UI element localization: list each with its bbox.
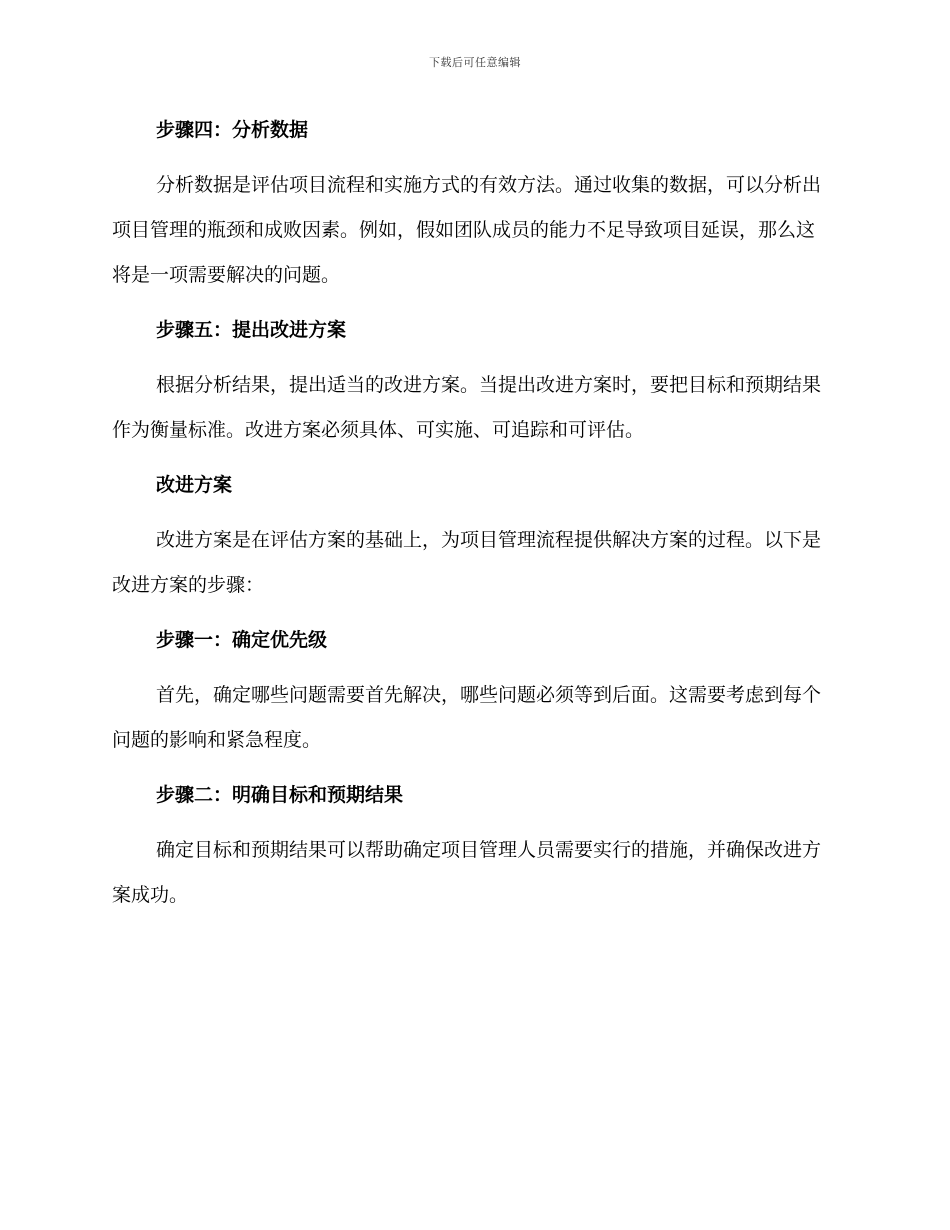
section-heading-improvement-plan: 改进方案 [156,474,233,496]
section-heading-step-five: 步骤五：提出改进方案 [156,319,347,341]
section-heading-step-four: 步骤四：分析数据 [156,119,309,141]
section-heading-step-two: 步骤二：明确目标和预期结果 [156,784,404,806]
section-heading-step-one: 步骤一：确定优先级 [156,629,328,651]
section-paragraph-step-one: 首先，确定哪些问题需要首先解决，哪些问题必须等到后面。这需要考虑到每个问题的影响和紧急程度。 [112,684,822,751]
header-note: 下载后可任意编辑 [429,56,521,69]
section-paragraph-step-two: 确定目标和预期结果可以帮助确定项目管理人员需要实行的措施，并确保改进方案成功。 [112,839,822,906]
section-paragraph-step-four: 分析数据是评估项目流程和实施方式的有效方法。通过收集的数据，可以分析出项目管理的瓶颈和成败因素。例如，假如团队成员的能力不足导致项目延误，那么这将是一项需要解决的问题。 [112,174,822,286]
document-body [112,112,832,918]
section-paragraph-improvement-plan: 改进方案是在评估方案的基础上，为项目管理流程提供解决方案的过程。以下是改进方案的步骤： [112,529,822,596]
section-paragraph-step-five: 根据分析结果，提出适当的改进方案。当提出改进方案时，要把目标和预期结果作为衡量标准。改进方案必须具体、可实施、可追踪和可评估。 [112,374,822,441]
